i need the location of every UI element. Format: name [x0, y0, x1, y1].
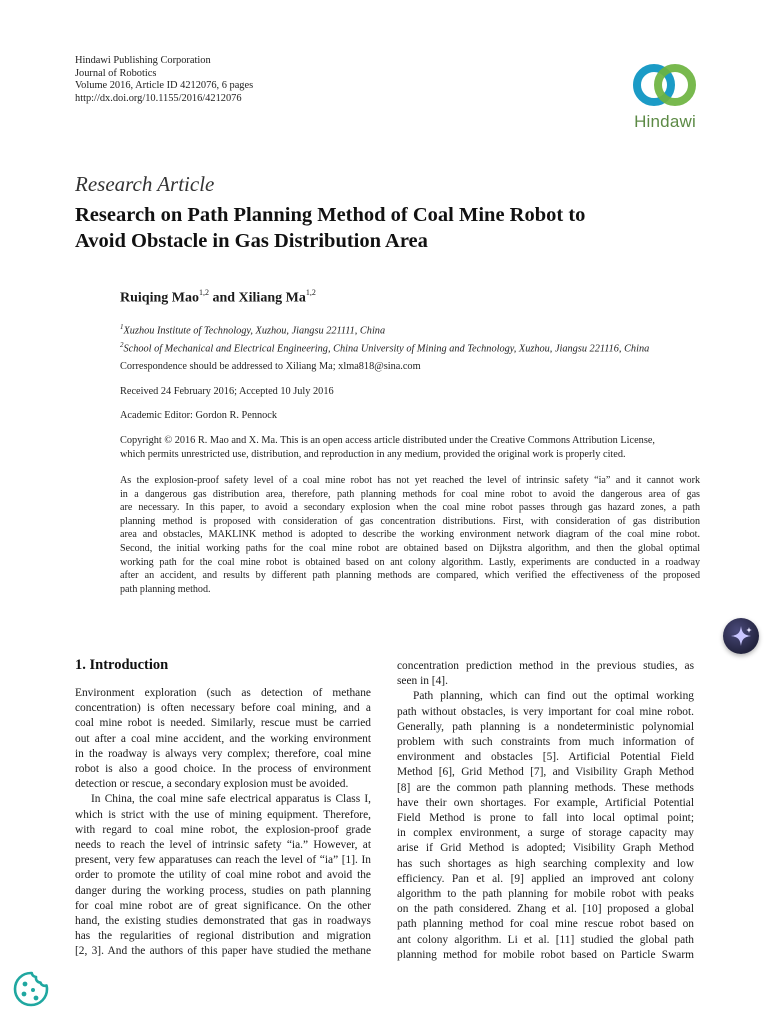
body-line: out after a coal mine accident, and the working environment [75, 732, 371, 745]
copyright-line: which permits unrestricted use, distribution, and reproduction in any medium, provided the original work is properly cited. [120, 449, 626, 460]
author-affiliation-marker: 1,2 [305, 288, 316, 297]
copyright-notice [120, 434, 700, 462]
abstract [120, 474, 700, 596]
abstract-line: path planning method. [120, 583, 211, 595]
body-line: concentration) is often necessary before coal mining, and a [75, 702, 371, 715]
received-dates: Received 24 February 2016; Accepted 10 July 2016 [120, 386, 334, 397]
body-line: efficiency. Pan et al. [9] applied an improved ant colony [397, 872, 694, 885]
body-line: ant colony algorithm. Li et al. [11] studied the global path [397, 933, 694, 946]
body-line: algorithm to the path planning for mobile robot with peaks [397, 888, 694, 901]
abstract-line: planning method is proposed with consideration of gas concentration distributions. First, with consideration of gas distribution [120, 515, 700, 527]
body-line: hand, the existing studies demonstrated that gas in roadways [75, 915, 371, 928]
ai-assistant-button[interactable] [723, 618, 759, 654]
affiliation-text: Xuzhou Institute of Technology, Xuzhou, Jiangsu 221111, China [123, 325, 386, 337]
abstract-line: As the explosion-proof safety level of a coal mine robot has not yet reached the level of intrinsic safety “ia” and it cannot work [120, 475, 700, 486]
article-title [75, 202, 675, 254]
body-line: In China, the coal mine safe electrical apparatus is Class I, [91, 793, 371, 806]
author-affiliation-marker: 1,2 [198, 288, 209, 297]
body-line: seen in [4]. [397, 675, 448, 688]
cookie-icon [10, 968, 52, 1010]
body-line: Method [6], Grid Method [7], and Visibility Graph Method [397, 766, 694, 779]
body-line: Field Method is prone to fall into local optimal point; [397, 812, 694, 825]
body-line: has the regularities of regional distribution and migration [75, 930, 371, 943]
body-line: which is strict with the use of mining equipment. Therefore, [75, 808, 371, 821]
body-line: on the path considered. Zhang et al. [10] proposed a global [397, 903, 694, 916]
abstract-line: in a dangerous gas distribution area, therefore, path planning methods for coal mine robot to avoid the dangerous area of gas [120, 488, 700, 500]
doi-line: http://dx.doi.org/10.1155/2016/4212076 [75, 93, 242, 105]
affiliation-number: 2 [120, 341, 124, 350]
author-name: Ruiqing Mao [120, 290, 199, 306]
abstract-line: are necessary. In this paper, to avoid a secondary explosion when the coal mine robot passes through gas hazard zones, a path [120, 502, 700, 514]
affiliation-item [120, 320, 649, 338]
body-line: robot is also a good choice. In the process of environment [75, 763, 371, 776]
academic-editor: Academic Editor: Gordon R. Pennock [120, 410, 277, 421]
section-heading: 1. Introduction [75, 657, 169, 673]
abstract-line: after an accident, and results by different path planning methods are compared, which verified the effectiveness of the proposed [120, 570, 700, 582]
body-line: Path planning, which can find out the optimal working [413, 690, 694, 703]
title-line: Research on Path Planning Method of Coal Mine Robot to [75, 204, 586, 226]
publisher-line: Hindawi Publishing Corporation [75, 55, 211, 66]
author-list [120, 289, 316, 307]
body-line: Generally, path planning is a nondeterministic polynomial [397, 720, 694, 733]
body-line: concentration prediction method in the previous studies, as [397, 660, 694, 672]
body-line: order to promote the utility of coal mine robot and avoid the [75, 869, 371, 882]
copyright-line: Copyright © 2016 R. Mao and X. Ma. This is an open access article distributed under the Creative Commons Attribution License, [120, 435, 655, 446]
affiliations [120, 320, 649, 357]
author-name: Xiliang Ma [238, 290, 306, 306]
sparkle-icon [723, 618, 759, 654]
cookie-settings-button[interactable] [10, 968, 52, 1010]
body-line: has such shortages as high searching complexity and low [397, 857, 694, 870]
body-line: have their own shortages. For example, Artificial Potential [397, 796, 694, 809]
body-line: coal mine robot is needed. Similarly, rescue must be carried [75, 717, 371, 730]
body-line: needs to reach the level of intrinsic safety “ia.” However, at [75, 839, 371, 852]
author-conjunction: and [208, 290, 239, 306]
body-line: Environment exploration (such as detection of methane [75, 687, 371, 699]
body-line: with regard to coal mine robot, the explosion-proof grade [75, 823, 371, 836]
journal-line: Journal of Robotics [75, 67, 157, 79]
body-line: path planning method for coal mine rescue robot based on [397, 918, 694, 931]
body-line: for coal mine robot are of great significance. On the other [75, 899, 371, 912]
body-column-right [397, 659, 694, 963]
abstract-line: working path for the coal mine robot is obtained based on ant colony algorithm. Lastly, experiments are conducted in a roadway [120, 556, 700, 568]
body-line: [8] are the common path planning methods. These methods [397, 781, 694, 794]
body-line: environment and obstacles [5]. Artificial Potential Field [397, 751, 694, 764]
body-line: present, very few apparatuses can reach the level of “ia” [1]. In [75, 854, 371, 867]
body-line: in the roadway is always very complex; therefore, coal mine [75, 747, 371, 760]
hindawi-logo-text: Hindawi [634, 112, 696, 131]
body-line: arise if Grid Method is adopted; Visibility Graph Method [397, 842, 694, 855]
body-column-left [75, 686, 371, 960]
body-line: problem with such constraints from much information of [397, 736, 694, 749]
abstract-line: Second, the initial working paths for the coal mine robot are obtained based on Dijkstra algorithm, and then the global optimal [120, 542, 700, 554]
affiliation-number: 1 [120, 323, 124, 331]
affiliation-text: School of Mechanical and Electrical Engineering, China University of Mining and Technology, Xuzhou, Jiangsu 221116, China [123, 343, 650, 355]
affiliation-item [120, 338, 649, 356]
article-type: Research Article [75, 172, 215, 196]
volume-line: Volume 2016, Article ID 4212076, 6 pages [75, 80, 254, 92]
title-line: Avoid Obstacle in Gas Distribution Area [75, 230, 428, 252]
body-line: path without obstacles, is very important for coal mine robot. [397, 705, 694, 718]
publication-info [75, 55, 253, 106]
body-line: [2, 3]. And the authors of this paper have studied the methane [75, 945, 371, 958]
hindawi-logo [622, 58, 708, 138]
hindawi-logo-icon [622, 58, 708, 114]
body-line: planning method for mobile robot based on Particle Swarm [397, 948, 694, 961]
correspondence: Correspondence should be addressed to Xiliang Ma; xlma818@sina.com [120, 361, 421, 372]
body-line: in complex environment, a surge of storage capacity may [397, 827, 694, 840]
abstract-line: area and obstacles, MAKLINK method is adopted to describe the working environment network diagram of the coal mine robot. [120, 529, 700, 541]
body-line: danger during the working process, studies on path planning [75, 884, 371, 897]
body-line: detection or rescue, a secondary explosion must be avoided. [75, 778, 349, 791]
